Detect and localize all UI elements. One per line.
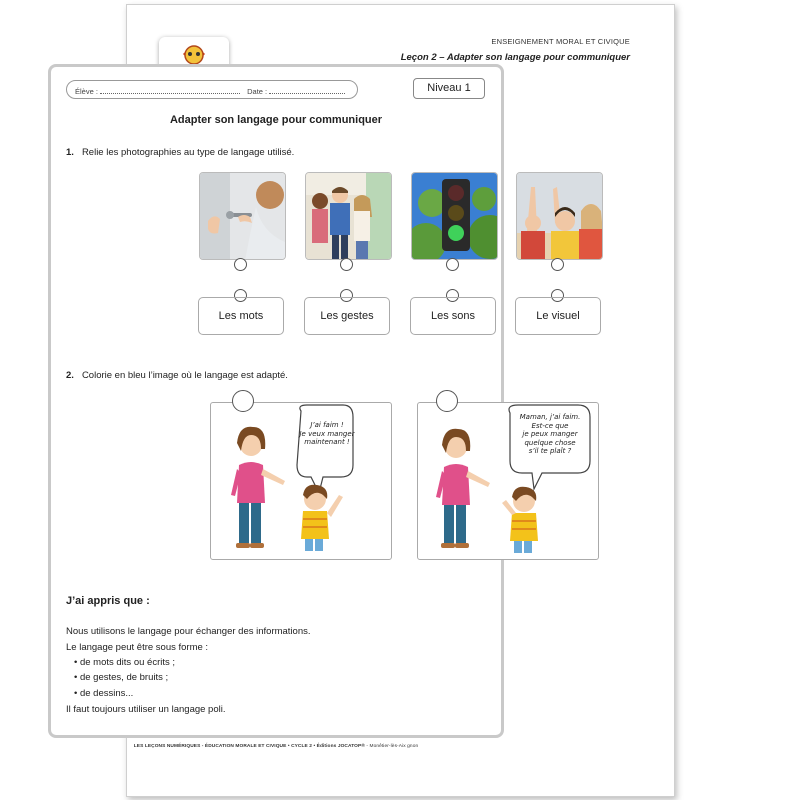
photo-raised-hands: [516, 172, 603, 260]
speech-bubble-1: J’ai faim ! Je veux manger maintenant !: [299, 421, 355, 446]
connect-dot-photo-4[interactable]: [551, 258, 564, 271]
date-field[interactable]: [269, 86, 345, 94]
question-2-number: 2.: [66, 370, 74, 381]
label-les-gestes: Les gestes: [304, 297, 390, 335]
level-badge: Niveau 1: [413, 78, 485, 99]
subject-header: ENSEIGNEMENT MORAL ET CIVIQUE: [491, 37, 630, 46]
photo-traffic-light: [411, 172, 498, 260]
select-circle-scene-1[interactable]: [232, 390, 254, 412]
connect-dot-photo-2[interactable]: [340, 258, 353, 271]
learned-bullet-1: • de mots dits ou écrits ;: [74, 657, 176, 668]
question-1: [66, 147, 294, 158]
scene-polite[interactable]: [417, 402, 599, 560]
question-2: [66, 370, 288, 381]
connect-dot-photo-3[interactable]: [446, 258, 459, 271]
label-le-visuel: Le visuel: [515, 297, 601, 335]
question-1-text: Relie les photographies au type de langage utilisé.: [81, 147, 295, 158]
lesson-title: Leçon 2 – Adapter son langage pour communiquer: [400, 52, 630, 63]
date-label: Date :: [247, 87, 268, 96]
question-2-text: Colorie en bleu l’image où le langage est adapté.: [81, 370, 288, 381]
learned-title: J’ai appris que :: [66, 595, 150, 607]
learned-bullet-2: • de gestes, de bruits ;: [74, 672, 169, 683]
learned-line-3: Il faut toujours utiliser un langage poli.: [66, 704, 226, 715]
connect-dot-photo-1[interactable]: [234, 258, 247, 271]
eleve-field[interactable]: [100, 86, 240, 94]
speech-bubble-2: Maman, j’ai faim. Est-ce que je peux manger quelque chose s’il te plaît ?: [519, 413, 581, 455]
page-footer: LES LEÇONS NUMÉRIQUES - ÉDUCATION MORALE ET CIVIQUE • CYCLE 2 • Éditions JOCATOP® - Monêtier-lès-Aix gnon: [133, 744, 419, 749]
photo-children-talking: [305, 172, 392, 260]
learned-line-1: Nous utilisons le langage pour échanger des informations.: [66, 626, 311, 637]
learned-bullet-3: • de dessins...: [74, 688, 134, 699]
select-circle-scene-2[interactable]: [436, 390, 458, 412]
question-1-number: 1.: [66, 147, 74, 158]
eleve-label: Élève :: [75, 87, 98, 96]
photo-door-handle: [199, 172, 286, 260]
learned-line-2: Le langage peut être sous forme :: [66, 642, 209, 653]
student-info-line: [66, 80, 358, 99]
label-les-mots: Les mots: [198, 297, 284, 335]
scene-impolite[interactable]: [210, 402, 392, 560]
worksheet-title: Adapter son langage pour communiquer: [169, 114, 383, 126]
label-les-sons: Les sons: [410, 297, 496, 335]
